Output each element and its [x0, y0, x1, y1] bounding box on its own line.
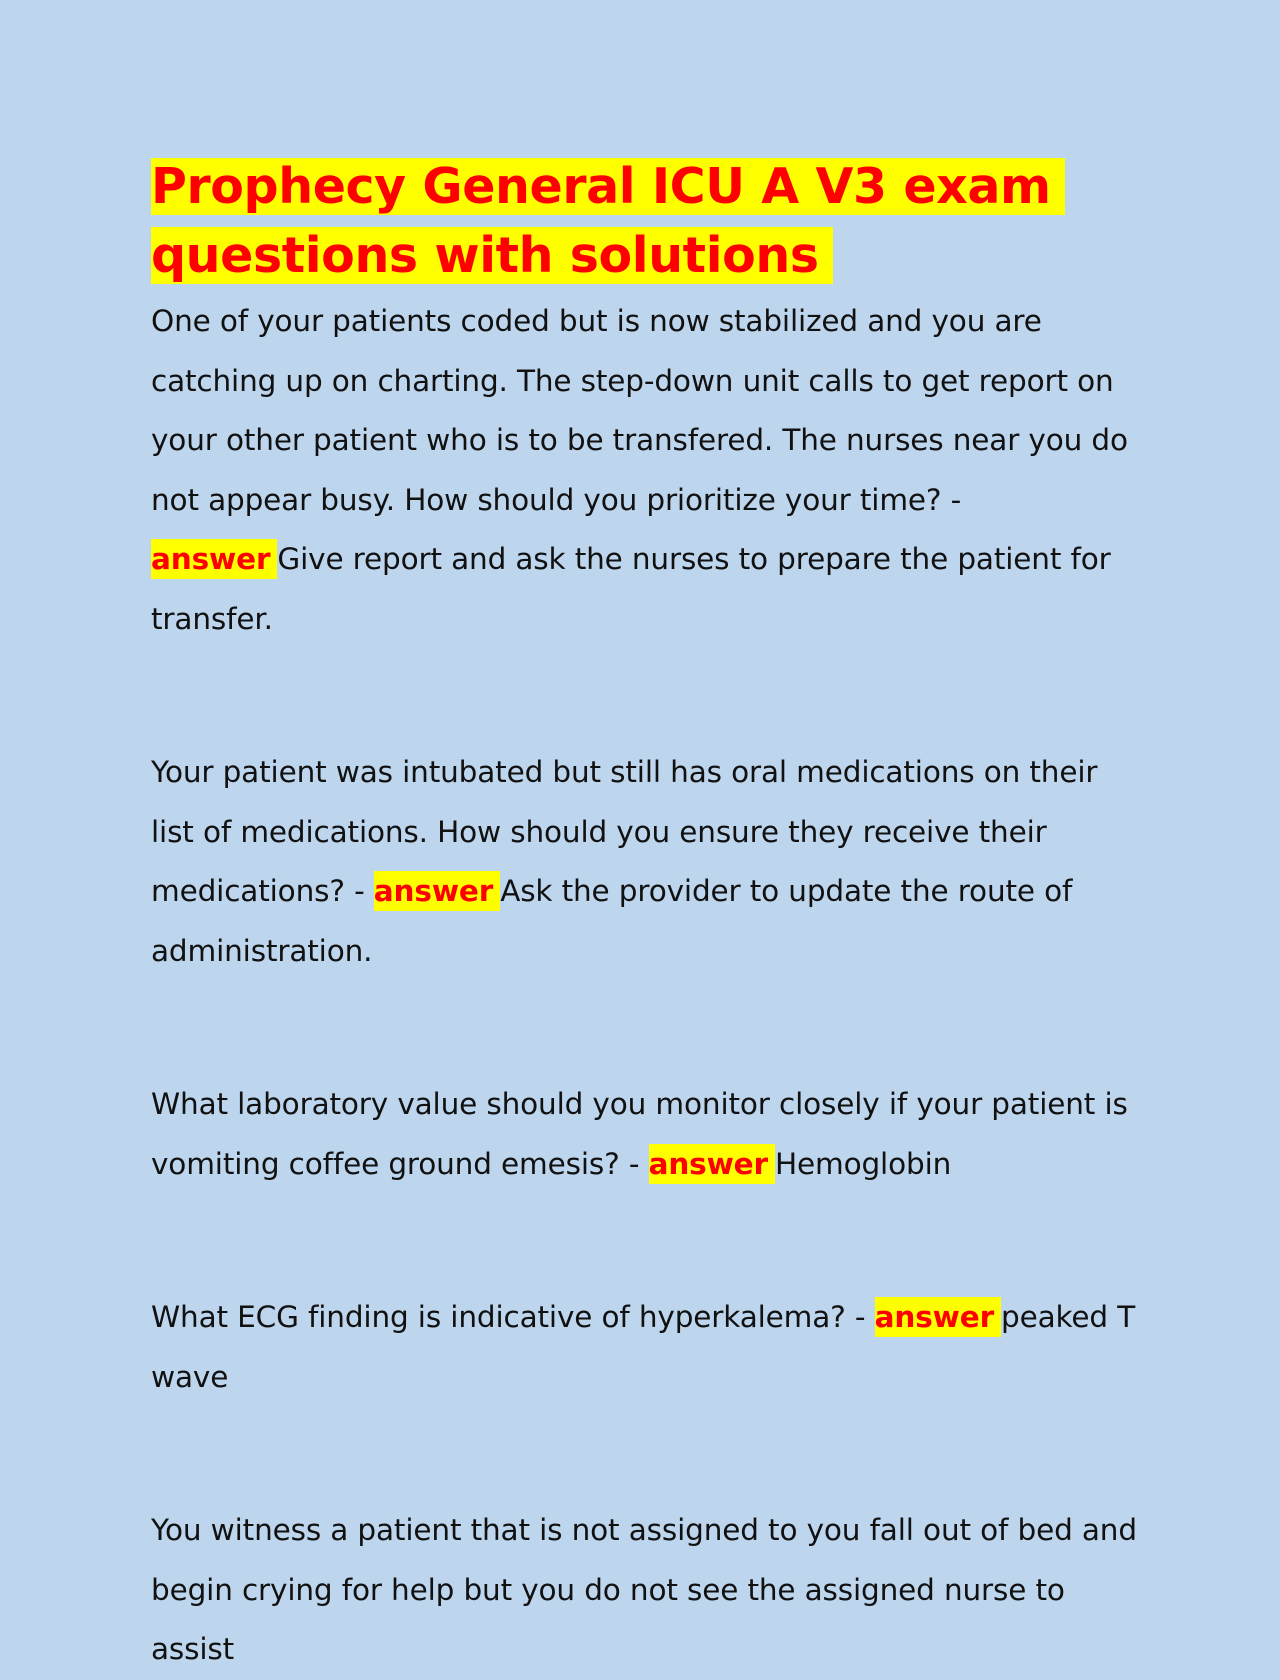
answer-text: Give report and ask the nurses to prepare the patient for transfer. [151, 542, 1111, 636]
qa-item-4 [151, 1288, 1141, 1407]
question-text: What ECG finding is indicative of hyperkalema? - [151, 1300, 866, 1334]
question-text: What laboratory value should you monitor closely if your patient is vomiting coffee ground emesis? - [151, 1087, 1128, 1181]
answer-text: Hemoglobin [774, 1146, 952, 1181]
qa-item-3 [151, 1075, 1141, 1194]
question-text: One of your patients coded but is now stabilized and you are catching up on charting. The step-down unit calls to get report on your other patient who is to be transfered. The nurses near you do not appear busy. How should you prioritize your time? - [151, 304, 1128, 517]
question-text: Your patient was intubated but still has oral medications on their list of medications. How should you ensure they receive their medications? - [151, 755, 1098, 908]
title-highlight: Prophecy General ICU A V3 exam questions with solutions [151, 158, 1065, 284]
qa-item-1 [151, 292, 1141, 649]
qa-item-5 [151, 1501, 1141, 1680]
answer-label: answer [151, 539, 277, 579]
document-content [151, 152, 1141, 1680]
qa-item-2 [151, 743, 1141, 981]
question-text: You witness a patient that is not assigned to you fall out of bed and begin crying for help but you do not see the assigned nurse to assist [151, 1513, 1137, 1666]
answer-text: Ask the provider to update the route of administration. [151, 874, 1073, 968]
answer-label: answer [374, 871, 500, 911]
answer-text: peaked T wave [151, 1300, 1136, 1394]
answer-label: answer [875, 1297, 1001, 1337]
document-title [151, 152, 1141, 290]
answer-label: answer [649, 1144, 775, 1184]
